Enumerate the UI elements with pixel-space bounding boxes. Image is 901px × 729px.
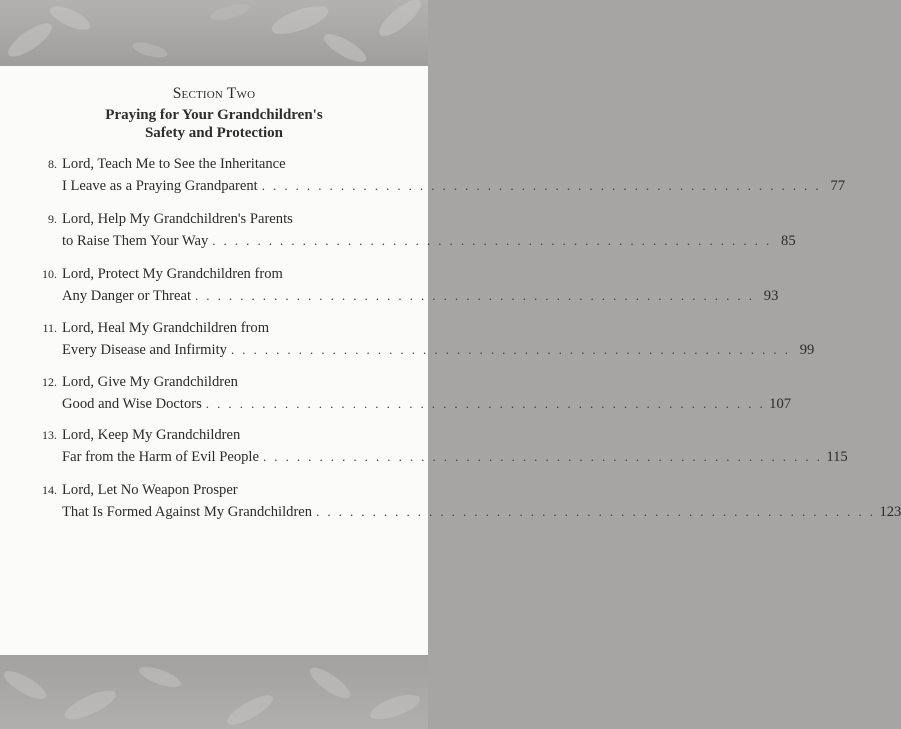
- toc-entry-13[interactable]: [0, 425, 848, 469]
- section-subtitle: [0, 106, 428, 142]
- toc-entry-title-line1: Lord, Give My Grandchildren: [62, 374, 238, 390]
- toc-entry-title-line2: Far from the Harm of Evil People: [62, 449, 259, 465]
- toc-entry-title-line2: That Is Formed Against My Grandchildren: [62, 504, 313, 520]
- toc-entry-title-line1: Lord, Let No Weapon Prosper: [62, 482, 238, 498]
- bottom-decorative-band: [0, 655, 428, 729]
- toc-entry-title-line1: Lord, Teach Me to See the Inheritance: [62, 156, 286, 172]
- toc-entry-number: 13.: [42, 428, 57, 442]
- section-subtitle-line2: Safety and Protection: [144, 125, 284, 141]
- toc-entry-title-line2: I Leave as a Praying Grandparent: [62, 178, 258, 194]
- toc-entry-9[interactable]: [0, 209, 796, 253]
- dot-leader: . . . . . . . . . . . . . . . . . . . . . . . . . . . . . . . . . . . . . . . . . . . . . . . . . .: [261, 178, 822, 193]
- toc-entry-number: 10.: [42, 267, 57, 281]
- toc-entry-title-line1: Lord, Heal My Grandchildren from: [62, 320, 270, 336]
- toc-entry-11[interactable]: [0, 318, 815, 362]
- toc-entry-title-line2: Every Disease and Infirmity: [62, 342, 227, 358]
- top-decorative-band: [0, 0, 428, 66]
- toc-entry-8[interactable]: [0, 154, 846, 198]
- toc-page: [0, 66, 901, 655]
- toc-entry-page-number: 99: [799, 342, 815, 358]
- leaf-pattern-bottom: [0, 655, 428, 729]
- toc-entry-12[interactable]: [0, 372, 792, 416]
- toc-entry-page-number: 115: [826, 449, 848, 465]
- toc-entry-number: 14.: [42, 483, 57, 497]
- toc-entry-page-number: 123: [879, 504, 901, 520]
- toc-entry-title-line2: Any Danger or Threat: [62, 288, 191, 304]
- toc-entry-number: 12.: [42, 375, 57, 389]
- toc-entry-page-number: 93: [763, 288, 779, 304]
- toc-entry-title-line1: Lord, Help My Grandchildren's Parents: [62, 211, 293, 227]
- toc-entry-number: 8.: [48, 157, 57, 171]
- toc-entry-14[interactable]: [0, 480, 901, 524]
- toc-entry-page-number: 85: [781, 233, 796, 249]
- dot-leader: . . . . . . . . . . . . . . . . . . . . . . . . . . . . . . . . . . . . . . . . . . . . . . . . . .: [195, 288, 755, 303]
- dot-leader: . . . . . . . . . . . . . . . . . . . . . . . . . . . . . . . . . . . . . . . . . . . . . . . . . .: [316, 504, 876, 519]
- dot-leader: . . . . . . . . . . . . . . . . . . . . . . . . . . . . . . . . . . . . . . . . . . . . . . . . . .: [230, 342, 791, 357]
- section-title: Section Two: [172, 85, 256, 102]
- dot-leader: . . . . . . . . . . . . . . . . . . . . . . . . . . . . . . . . . . . . . . . . . . . . . . . . . .: [262, 449, 823, 464]
- section-subtitle-line1: Praying for Your Grandchildren's: [105, 107, 323, 123]
- toc-entry-10[interactable]: [0, 264, 779, 308]
- toc-entry-number: 9.: [48, 212, 57, 226]
- toc-entry-title-line2: Good and Wise Doctors: [62, 396, 202, 412]
- leaf-pattern-top: [0, 0, 428, 66]
- toc-entry-number: 11.: [42, 321, 57, 335]
- toc-entry-title-line1: Lord, Keep My Grandchildren: [62, 427, 241, 443]
- dot-leader: . . . . . . . . . . . . . . . . . . . . . . . . . . . . . . . . . . . . . . . . . . . . . . . . . .: [212, 233, 772, 248]
- toc-entry-title-line1: Lord, Protect My Grandchildren from: [62, 266, 283, 282]
- toc-entry-title-line2: to Raise Them Your Way: [62, 233, 209, 249]
- dot-leader: . . . . . . . . . . . . . . . . . . . . . . . . . . . . . . . . . . . . . . . . . . . . . . . . . .: [205, 396, 766, 411]
- toc-entry-page-number: 107: [769, 396, 792, 412]
- toc-entry-page-number: 77: [830, 178, 846, 194]
